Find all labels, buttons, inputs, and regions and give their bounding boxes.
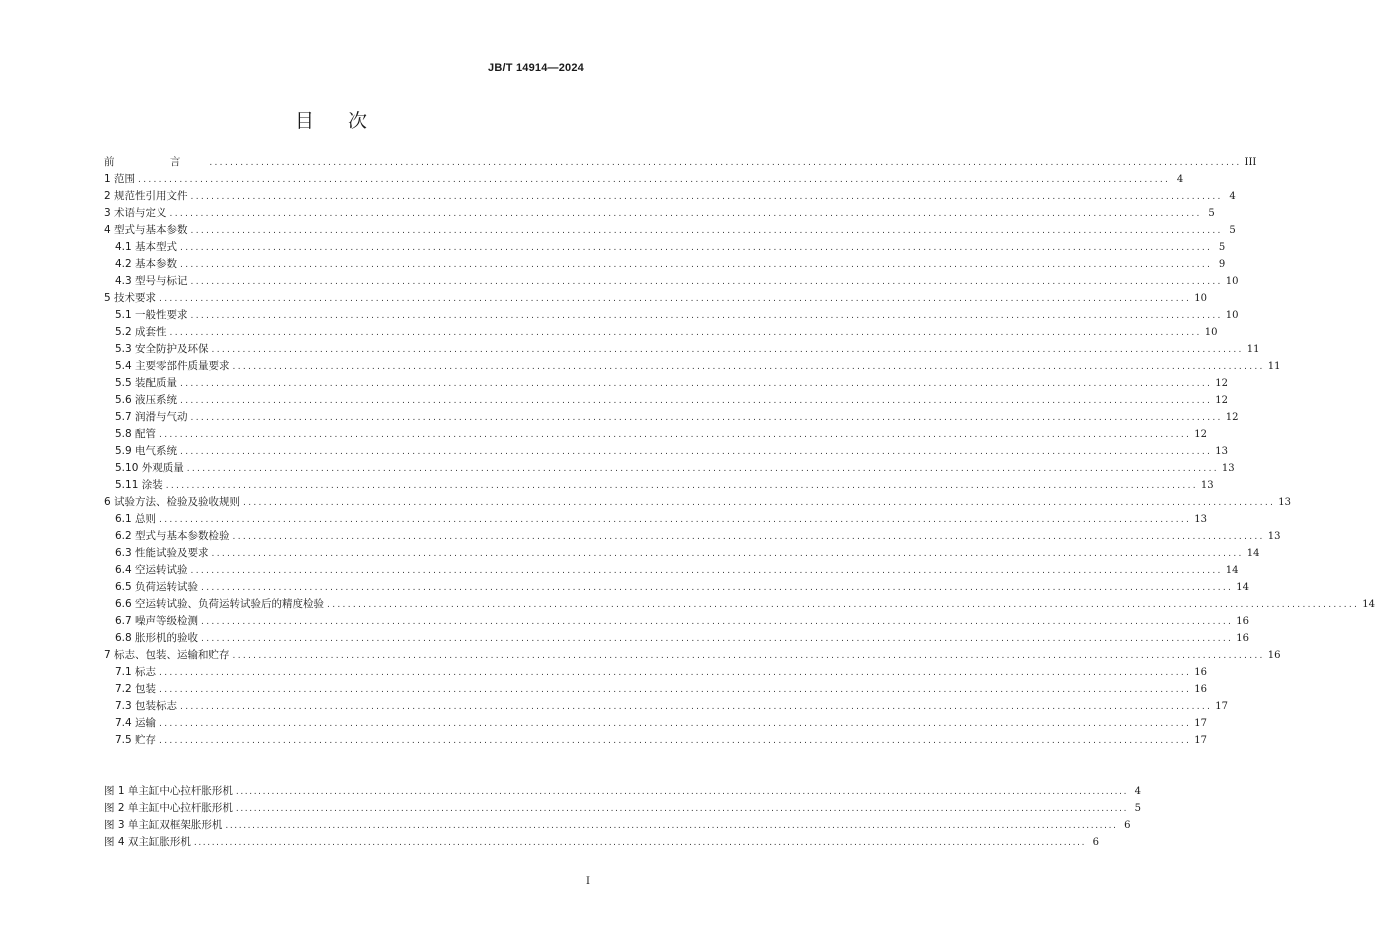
leader-dots: ........................................................................................................................................................................................................ xyxy=(190,277,1223,287)
leader-dots: ........................................................................................................................................................................................................ xyxy=(327,600,1360,610)
toc-entry-page: 13 xyxy=(1200,480,1214,491)
toc-entry-page: 13 xyxy=(1267,531,1281,542)
toc-entry[interactable] xyxy=(104,341,1260,358)
toc-entry[interactable] xyxy=(104,426,1207,443)
leader-dots: ........................................................................................................................................................................................................ xyxy=(159,668,1192,678)
toc-entry-page: 4 xyxy=(1176,174,1184,185)
figure-entry-label: 图 3 单主缸双框架胀形机 xyxy=(104,819,223,831)
toc-entry-page: 16 xyxy=(1267,650,1281,661)
toc-entry-label: 6 试验方法、检验及验收规则 xyxy=(104,496,241,508)
toc-entry-label: 前 言 xyxy=(104,156,207,168)
toc-entry-label: 4.2 基本参数 xyxy=(115,258,178,270)
toc-entry[interactable] xyxy=(104,698,1228,715)
toc-entry-page: 10 xyxy=(1204,327,1218,338)
toc-entry-label: 7 标志、包装、运输和贮存 xyxy=(104,649,230,661)
toc-entry[interactable] xyxy=(104,324,1218,341)
toc-entry[interactable] xyxy=(104,273,1239,290)
toc-entry[interactable] xyxy=(104,732,1207,749)
leader-dots: ........................................................................................................................................................................................................ xyxy=(190,413,1223,423)
toc-entry-page: 5 xyxy=(1229,225,1236,236)
leader-dots: ........................................................................................................................................................................................................ xyxy=(190,311,1223,321)
leader-dots: ........................................................................................................................................................................................................ xyxy=(201,617,1234,627)
toc-entry-page: 12 xyxy=(1215,378,1228,389)
toc-entry-page: 13 xyxy=(1221,463,1235,474)
figure-entry-label: 图 4 双主缸胀形机 xyxy=(104,836,191,848)
leader-dots: ........................................................................................................................................................................................................ xyxy=(201,634,1234,644)
toc-entry-label: 3 术语与定义 xyxy=(104,207,167,219)
toc-entry-page: 17 xyxy=(1215,701,1228,712)
toc-entry[interactable] xyxy=(104,579,1249,596)
toc-entry-page: 14 xyxy=(1246,548,1260,559)
leader-dots: ........................................................................................................................................................................................................ xyxy=(159,515,1192,525)
toc-entry[interactable] xyxy=(104,358,1281,375)
leader-dots: ........................................................................................................................................................................................................ xyxy=(180,260,1213,270)
toc-entry-page: 12 xyxy=(1215,395,1228,406)
toc-entry-page: 14 xyxy=(1225,565,1239,576)
figure-entry[interactable] xyxy=(104,800,1142,817)
toc-entry-page: 13 xyxy=(1194,514,1207,525)
toc-entry-label: 7.4 运输 xyxy=(115,717,157,729)
leader-dots: ........................................................................................................................................................................................................ xyxy=(190,192,1223,202)
toc-entry-label: 5.8 配管 xyxy=(115,428,157,440)
toc-entry-page: 11 xyxy=(1267,361,1281,372)
toc-entry-page: 17 xyxy=(1194,735,1207,746)
leader-dots: ........................................................................................................................................................................................................ xyxy=(209,158,1242,168)
leader-dots: ........................................................................................................................................................................................................ xyxy=(190,226,1223,236)
toc-entry-label: 5.1 一般性要求 xyxy=(115,309,188,321)
toc-list xyxy=(104,154,1375,749)
toc-entry-page: 13 xyxy=(1278,497,1291,508)
toc-entry[interactable] xyxy=(104,256,1226,273)
toc-entry-page: 9 xyxy=(1218,259,1226,270)
toc-entry-label: 5 技术要求 xyxy=(104,292,157,304)
toc-entry[interactable] xyxy=(104,613,1249,630)
toc-entry-page: 12 xyxy=(1194,429,1207,440)
toc-entry-label: 7.1 标志 xyxy=(115,666,157,678)
toc-entry[interactable] xyxy=(104,647,1281,664)
leader-dots: ........................................................................................................................................................................................................ xyxy=(169,209,1202,219)
leader-dots: ........................................................................................................................................................................................................ xyxy=(169,328,1202,338)
leader-dots: ........................................................................................................................................................................................................ xyxy=(159,294,1192,304)
toc-entry-page: 10 xyxy=(1225,310,1239,321)
leader-dots: ........................................................................................................................................................................................................ xyxy=(225,821,1118,831)
figure-list xyxy=(104,783,1142,851)
leader-dots: ........................................................................................................................................................................................................ xyxy=(180,447,1213,457)
toc-entry-label: 5.3 安全防护及环保 xyxy=(115,343,209,355)
toc-entry-page: 10 xyxy=(1225,276,1239,287)
toc-entry[interactable] xyxy=(104,528,1281,545)
leader-dots: ........................................................................................................................................................................................................ xyxy=(159,685,1192,695)
leader-dots: ........................................................................................................................................................................................................ xyxy=(190,566,1223,576)
page-number: I xyxy=(586,876,590,887)
leader-dots: ........................................................................................................................................................................................................ xyxy=(138,175,1171,185)
toc-entry-label: 4.1 基本型式 xyxy=(115,241,178,253)
toc-entry-label: 5.11 涂装 xyxy=(115,479,163,491)
leader-dots: ........................................................................................................................................................................................................ xyxy=(235,787,1129,797)
toc-entry-label: 6.1 总则 xyxy=(115,513,157,525)
toc-entry[interactable] xyxy=(104,494,1291,511)
leader-dots: ........................................................................................................................................................................................................ xyxy=(180,702,1213,712)
toc-entry-page: 16 xyxy=(1236,633,1249,644)
leader-dots: ........................................................................................................................................................................................................ xyxy=(180,379,1213,389)
toc-entry[interactable] xyxy=(104,154,1257,171)
toc-entry[interactable] xyxy=(104,715,1207,732)
toc-entry[interactable] xyxy=(104,460,1235,477)
toc-entry[interactable] xyxy=(104,545,1260,562)
toc-entry[interactable] xyxy=(104,222,1236,239)
toc-entry-page: 14 xyxy=(1362,599,1375,610)
toc-entry-page: 5 xyxy=(1208,208,1215,219)
toc-entry-label: 5.10 外观质量 xyxy=(115,462,184,474)
leader-dots: ........................................................................................................................................................................................................ xyxy=(159,430,1192,440)
toc-entry[interactable] xyxy=(104,171,1184,188)
toc-entry-page: 16 xyxy=(1194,667,1207,678)
toc-entry[interactable] xyxy=(104,596,1375,613)
toc-entry-label: 5.5 装配质量 xyxy=(115,377,178,389)
toc-entry-page: 11 xyxy=(1246,344,1260,355)
toc-entry-label: 6.5 负荷运转试验 xyxy=(115,581,199,593)
toc-entry-label: 6.3 性能试验及要求 xyxy=(115,547,209,559)
leader-dots: ........................................................................................................................................................................................................ xyxy=(235,804,1129,814)
toc-entry-page: 14 xyxy=(1236,582,1249,593)
leader-dots: ........................................................................................................................................................................................................ xyxy=(180,243,1213,253)
toc-entry[interactable] xyxy=(104,562,1239,579)
leader-dots: ........................................................................................................................................................................................................ xyxy=(193,838,1087,848)
leader-dots: ........................................................................................................................................................................................................ xyxy=(186,464,1219,474)
leader-dots: ........................................................................................................................................................................................................ xyxy=(232,651,1265,661)
leader-dots: ........................................................................................................................................................................................................ xyxy=(211,549,1244,559)
toc-entry-page: 4 xyxy=(1229,191,1236,202)
toc-entry-label: 2 规范性引用文件 xyxy=(104,190,188,202)
figure-entry[interactable] xyxy=(104,783,1142,800)
toc-entry-page: 16 xyxy=(1236,616,1249,627)
toc-entry-page: 12 xyxy=(1225,412,1239,423)
toc-entry[interactable] xyxy=(104,477,1214,494)
toc-entry-page: 5 xyxy=(1218,242,1226,253)
toc-entry[interactable] xyxy=(104,205,1215,222)
toc-entry-label: 6.8 胀形机的验收 xyxy=(115,632,199,644)
toc-entry[interactable] xyxy=(104,392,1228,409)
toc-entry-label: 4 型式与基本参数 xyxy=(104,224,188,236)
toc-entry-label: 7.5 贮存 xyxy=(115,734,157,746)
leader-dots: ........................................................................................................................................................................................................ xyxy=(180,396,1213,406)
toc-entry[interactable] xyxy=(104,307,1239,324)
toc-entry-page: 17 xyxy=(1194,718,1207,729)
leader-dots: ........................................................................................................................................................................................................ xyxy=(232,532,1265,542)
leader-dots: ........................................................................................................................................................................................................ xyxy=(201,583,1234,593)
toc-entry-page: III xyxy=(1244,157,1257,168)
toc-entry-label: 5.9 电气系统 xyxy=(115,445,178,457)
toc-entry[interactable] xyxy=(104,681,1207,698)
toc-entry-label: 7.3 包装标志 xyxy=(115,700,178,712)
leader-dots: ........................................................................................................................................................................................................ xyxy=(159,736,1192,746)
figure-entry-label: 图 2 单主缸中心拉杆胀形机 xyxy=(104,802,233,814)
toc-entry[interactable] xyxy=(104,664,1207,681)
toc-entry[interactable] xyxy=(104,511,1207,528)
toc-entry-label: 5.4 主要零部件质量要求 xyxy=(115,360,230,372)
toc-title: 目 次 xyxy=(294,110,382,132)
toc-entry-page: 10 xyxy=(1194,293,1207,304)
toc-entry[interactable] xyxy=(104,630,1249,647)
toc-entry[interactable] xyxy=(104,239,1226,256)
toc-entry-page: 13 xyxy=(1215,446,1228,457)
toc-entry[interactable] xyxy=(104,375,1228,392)
leader-dots: ........................................................................................................................................................................................................ xyxy=(165,481,1198,491)
toc-entry-label: 7.2 包装 xyxy=(115,683,157,695)
leader-dots: ........................................................................................................................................................................................................ xyxy=(211,345,1244,355)
toc-entry[interactable] xyxy=(104,290,1207,307)
standard-code: JB/T 14914—2024 xyxy=(488,62,584,74)
toc-entry-label: 5.7 润滑与气动 xyxy=(115,411,188,423)
figure-entry-page: 4 xyxy=(1134,786,1142,797)
toc-entry-label: 4.3 型号与标记 xyxy=(115,275,188,287)
toc-entry-page: 16 xyxy=(1194,684,1207,695)
toc-entry-label: 6.4 空运转试验 xyxy=(115,564,188,576)
toc-entry-label: 6.2 型式与基本参数检验 xyxy=(115,530,230,542)
figure-entry[interactable] xyxy=(104,834,1100,851)
figure-entry-page: 6 xyxy=(1124,820,1131,831)
leader-dots: ........................................................................................................................................................................................................ xyxy=(243,498,1276,508)
figure-entry-label: 图 1 单主缸中心拉杆胀形机 xyxy=(104,785,233,797)
toc-entry-label: 6.6 空运转试验、负荷运转试验后的精度检验 xyxy=(115,598,325,610)
toc-entry-label: 5.2 成套性 xyxy=(115,326,167,338)
toc-entry-label: 5.6 液压系统 xyxy=(115,394,178,406)
toc-entry[interactable] xyxy=(104,409,1239,426)
leader-dots: ........................................................................................................................................................................................................ xyxy=(232,362,1265,372)
figure-entry-page: 6 xyxy=(1092,837,1100,848)
toc-entry-label: 1 范围 xyxy=(104,173,136,185)
toc-entry-label: 6.7 噪声等级检测 xyxy=(115,615,199,627)
figure-entry-page: 5 xyxy=(1134,803,1142,814)
figure-entry[interactable] xyxy=(104,817,1131,834)
toc-entry[interactable] xyxy=(104,188,1236,205)
toc-entry[interactable] xyxy=(104,443,1228,460)
leader-dots: ........................................................................................................................................................................................................ xyxy=(159,719,1192,729)
